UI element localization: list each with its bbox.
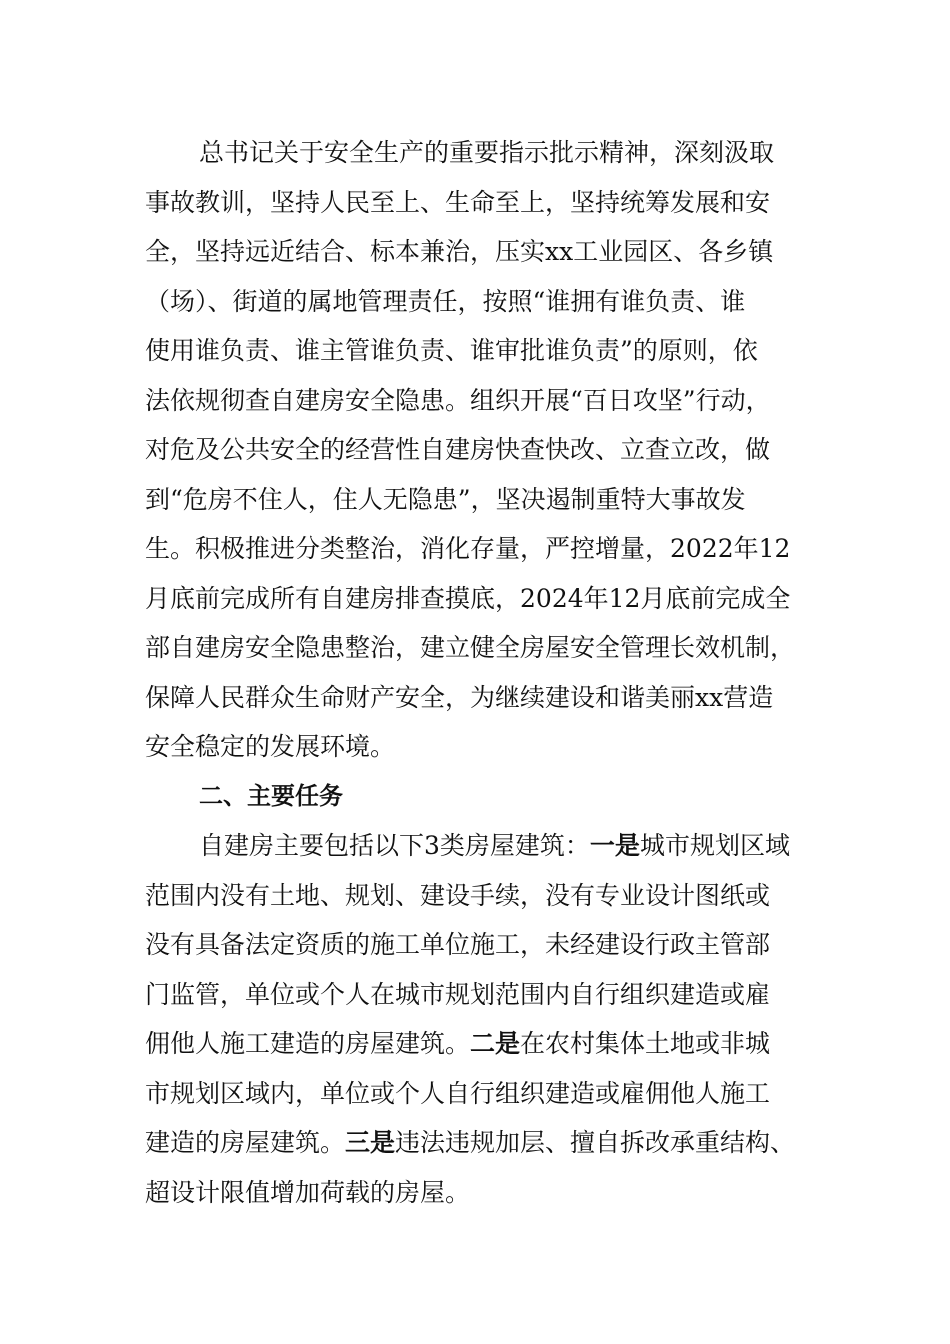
text-run: 自建房主要包括以下3类房屋建筑： [199, 831, 590, 860]
text-line [145, 1118, 807, 1168]
text-line: 市规划区域内，单位或个人自行组织建造或雇佣他人施工 [145, 1078, 771, 1108]
text-run: 建造的房屋建筑。 [145, 1128, 346, 1157]
text-line: 范围内没有土地、规划、建设手续，没有专业设计图纸或 [145, 880, 771, 910]
text-line: 没有具备法定资质的施工单位施工，未经建设行政主管部 [145, 930, 771, 959]
text-line: 使用谁负责、谁主管谁负责、谁审批谁负责”的原则，依 [145, 336, 758, 365]
text-line [145, 1019, 807, 1069]
text-run: 违法违规加层、擅自拆改承重结构、 [395, 1128, 796, 1157]
text-run: 在农村集体土地或非城 [520, 1029, 771, 1058]
emphasis-text: 三是 [345, 1128, 396, 1157]
text-line: 安全稳定的发展环境。 [145, 732, 396, 761]
text-run: 佣他人施工建造的房屋建筑。 [145, 1029, 471, 1058]
text-line [145, 821, 807, 871]
text-line: 总书记关于安全生产的重要指示批示精神，深刻汲取 [199, 138, 775, 167]
text-run: 城市规划区域 [639, 831, 790, 860]
text-line: 月底前完成所有自建房排查摸底，2024年12月底前完成全 [145, 583, 791, 613]
text-line: 部自建房安全隐患整治，建立健全房屋安全管理长效机制， [145, 633, 796, 662]
text-line: 到“危房不住人，住人无隐患”，坚决遏制重特大事故发 [145, 484, 746, 514]
document-body [145, 128, 807, 1217]
text-line: 生。积极推进分类整治，消化存量，严控增量，2022年12 [145, 534, 791, 563]
text-line: 保障人民群众生命财产安全，为继续建设和谐美丽xx营造 [145, 682, 774, 712]
emphasis-text: 二是 [470, 1029, 521, 1058]
text-line: 门监管，单位或个人在城市规划范围内自行组织建造或雇 [145, 979, 771, 1009]
text-line: （场）、街道的属地管理责任，按照“谁拥有谁负责、谁 [145, 286, 746, 316]
text-line: 事故教训，坚持人民至上、生命至上，坚持统筹发展和安 [145, 187, 771, 217]
text-line: 对危及公共安全的经营性自建房快查快改、立查立改，做 [145, 435, 771, 464]
text-line: 全，坚持远近结合、标本兼治，压实xx工业园区、各乡镇 [145, 237, 774, 266]
text-line: 法依规彻查自建房安全隐患。组织开展“百日攻坚”行动， [145, 385, 771, 415]
emphasis-text: 一是 [589, 831, 640, 860]
text-line: 超设计限值增加荷载的房屋。 [145, 1177, 471, 1207]
section-heading: 二、主要任务 [199, 781, 343, 810]
